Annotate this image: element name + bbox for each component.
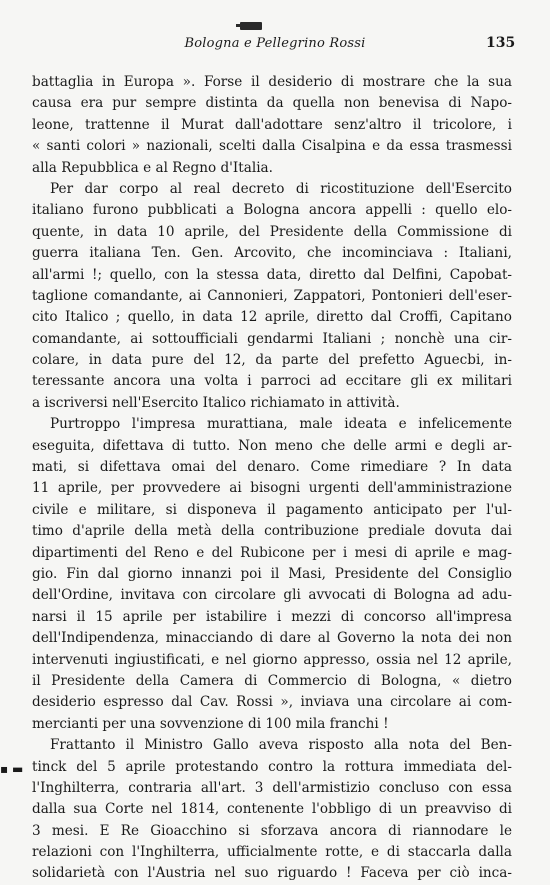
text-line: eseguita, difettava di tutto. Non meno che delle armi e degli ar- <box>32 437 512 454</box>
text-line: alla Repubblica e al Regno d'Italia. <box>32 159 273 176</box>
body-text <box>32 72 512 885</box>
text-line: civile e militare, si disponeva il pagamento anticipato per l'ul- <box>32 501 512 518</box>
text-line: tinck del 5 aprile protestando contro la rottura immediata del- <box>32 758 512 775</box>
text-line: narsi il 15 aprile per istabilire i mezzi di concorso all'impresa <box>32 608 512 625</box>
text-line: 3 mesi. E Re Gioacchino si sforzava ancora di riannodare le <box>32 822 512 839</box>
text-line: mercianti per una sovvenzione di 100 mila franchi ! <box>32 715 389 732</box>
text-line: dell'Ordine, invitava con circolare gli avvocati di Bologna ad adu- <box>32 587 512 604</box>
text-line: timo d'aprile della metà della contribuzione prediale dovuta dai <box>32 523 512 540</box>
page-header <box>0 32 550 56</box>
text-line: Per dar corpo al real decreto di ricostituzione dell'Esercito <box>50 180 512 197</box>
text-line: a iscriversi nell'Esercito Italico richiamato in attività. <box>32 394 400 411</box>
text-line: dell'Indipendenza, minacciando di dare al Governo la nota dei non <box>32 630 512 647</box>
text-line: guerra italiana Ten. Gen. Arcovito, che incominciava : Italiani, <box>32 245 512 262</box>
text-line: leone, trattenne il Murat dall'adottare senz'altro il tricolore, i <box>32 116 512 133</box>
text-line: Purtroppo l'impresa murattiana, male ideata e infelicemente <box>50 416 512 433</box>
running-head: Bologna e Pellegrino Rossi <box>184 36 366 51</box>
printer-ornament <box>236 20 266 32</box>
text-line: taglione comandante, ai Cannonieri, Zappatori, Pontonieri dell'eser- <box>32 287 512 304</box>
text-line: 11 aprile, per provvedere ai bisogni urgenti dell'amministrazione <box>32 480 512 497</box>
text-line: solidarietà con l'Austria nel suo riguardo ! Faceva per ciò inca- <box>32 865 512 882</box>
text-line: italiano furono pubblicati a Bologna ancora appelli : quello elo- <box>32 202 512 219</box>
text-line: il Presidente della Camera di Commercio di Bologna, « dietro <box>32 672 512 689</box>
text-line: mati, si difettava omai del denaro. Come rimediare ? In data <box>32 459 512 476</box>
text-line: teressante ancora una volta i parroci ad eccitare gli ex militari <box>32 373 512 390</box>
text-line: l'Inghilterra, contraria all'art. 3 dell'armistizio concluso con essa <box>32 779 512 796</box>
text-line: desiderio espresso dal Cav. Rossi », inviava una circolare ai com- <box>32 694 512 711</box>
text-line: Frattanto il Ministro Gallo aveva risposto alla nota del Ben- <box>50 737 512 754</box>
text-line: causa era pur sempre distinta da quella non benevisa di Napo- <box>32 95 512 112</box>
text-line: dipartimenti del Reno e del Rubicone per i mesi di aprile e mag- <box>32 544 512 561</box>
text-line: gio. Fin dal giorno innanzi poi il Masi, Presidente del Consiglio <box>32 565 512 582</box>
text-line: relazioni con l'Inghilterra, ufficialmente rotte, e di staccarla dalla <box>32 844 512 861</box>
text-line: battaglia in Europa ». Forse il desiderio di mostrare che la sua <box>32 74 512 90</box>
text-line: comandante, ai sottoufficiali gendarmi Italiani ; nonchè una cir- <box>32 330 512 347</box>
text-line: dalla sua Corte nel 1814, contenente l'obbligo di un preavviso di <box>32 801 512 818</box>
page-number: 135 <box>486 35 516 51</box>
text-line: colare, in data pure del 12, da parte del prefetto Aguecbi, in- <box>32 352 512 369</box>
margin-specks: ▪ ▬ <box>0 762 24 776</box>
text-line: « santi colori » nazionali, scelti dalla Cisalpina e da essa trasmessi <box>32 138 512 155</box>
text-line: quente, in data 10 aprile, del Presidente della Commissione di <box>32 223 512 240</box>
text-line: intervenuti ingiustificati, e nel giorno appresso, ossia nel 12 aprile, <box>32 651 512 668</box>
text-line: all'armi !; quello, con la stessa data, diretto dal Delfini, Capobat- <box>32 266 512 283</box>
text-line: cito Italico ; quello, in data 12 aprile, diretto dal Croffi, Capitano <box>32 309 512 326</box>
